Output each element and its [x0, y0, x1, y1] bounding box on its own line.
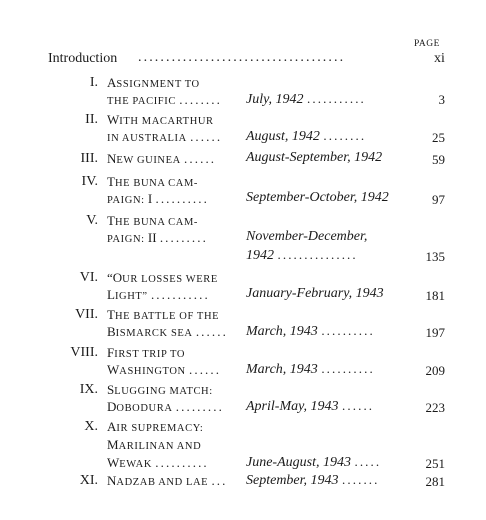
chapter-date: March, 1943 .......... [246, 361, 375, 377]
chapter-title-line: LIGHT” ........... [107, 287, 210, 302]
chapter-date: September-October, 1942 [246, 190, 389, 205]
chapter-date: March, 1943 .......... [246, 323, 375, 339]
chapter-number: IV. [81, 174, 98, 189]
chapter-number: VII. [75, 307, 98, 322]
chapter-date: April-May, 1943 ...... [246, 398, 375, 414]
chapter-date: 1942 ............... [246, 247, 358, 263]
chapter-number: XI. [79, 473, 98, 488]
chapter-title-line: DOBODURA ......... [107, 399, 224, 414]
chapter-page: 135 [425, 249, 445, 264]
toc-introduction-label: Introduction [48, 51, 118, 66]
chapter-title-line: THE BUNA CAM- [107, 213, 198, 228]
chapter-title-line: MARILINAN AND [107, 437, 202, 452]
chapter-date: January-February, 1943 [246, 286, 384, 301]
chapter-title-line: AIR SUPREMACY: [107, 419, 204, 434]
chapter-title-line: THE PACIFIC ........ [107, 92, 222, 107]
chapter-title-line: IN AUSTRALIA ...... [107, 129, 223, 144]
chapter-number: V. [86, 213, 98, 228]
chapter-date: November-December, [246, 229, 368, 244]
chapter-page: 223 [425, 400, 445, 415]
chapter-page: 181 [425, 288, 445, 303]
chapter-date: August, 1942 ........ [246, 128, 367, 144]
chapter-title-line: ASSIGNMENT TO [107, 75, 200, 90]
chapter-number: VIII. [70, 345, 98, 360]
chapter-date: September, 1943 ....... [246, 472, 380, 488]
chapter-date: June-August, 1943 ..... [246, 454, 382, 470]
chapter-title-line: NEW GUINEA ...... [107, 151, 217, 166]
chapter-number: II. [85, 112, 98, 127]
chapter-page: 25 [432, 130, 445, 145]
chapter-date: July, 1942 ........... [246, 91, 366, 107]
chapter-number: I. [89, 75, 98, 90]
chapter-title-line: WITH MACARTHUR [107, 112, 214, 127]
chapter-page: 97 [432, 192, 445, 207]
toc-leader-dots: ..................................... [138, 50, 346, 65]
chapter-title-line: PAIGN: II ......... [107, 230, 208, 245]
chapter-title-line: “OUR LOSSES WERE [107, 270, 218, 285]
chapter-title-line: NADZAB AND LAE ... [107, 473, 228, 488]
chapter-number: VI. [79, 270, 98, 285]
chapter-number: X. [84, 419, 98, 434]
toc-introduction-page: xi [434, 51, 445, 66]
chapter-number: III. [80, 151, 98, 166]
chapter-title-line: WEWAK .......... [107, 455, 209, 470]
page-column-heading: PAGE [414, 39, 440, 49]
chapter-page: 59 [432, 152, 445, 167]
chapter-title-line: THE BUNA CAM- [107, 174, 198, 189]
chapter-page: 3 [438, 92, 445, 107]
chapter-title-line: BISMARCK SEA ...... [107, 324, 228, 339]
chapter-title-line: WASHINGTON ...... [107, 362, 222, 377]
chapter-title-line: PAIGN: I .......... [107, 191, 209, 206]
chapter-page: 209 [425, 363, 445, 378]
chapter-page: 281 [425, 474, 445, 489]
chapter-page: 251 [425, 456, 445, 471]
chapter-title-line: SLUGGING MATCH: [107, 382, 213, 397]
chapter-title-line: FIRST TRIP TO [107, 345, 186, 360]
chapter-date: August-September, 1942 [246, 150, 383, 165]
chapter-page: 197 [425, 325, 445, 340]
chapter-number: IX. [79, 382, 98, 397]
chapter-title-line: THE BATTLE OF THE [107, 307, 220, 322]
